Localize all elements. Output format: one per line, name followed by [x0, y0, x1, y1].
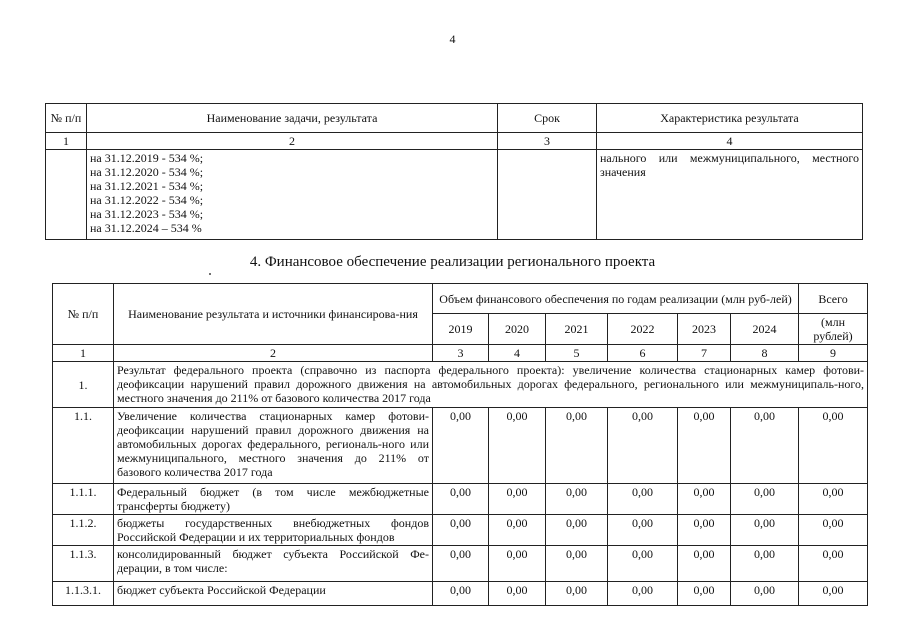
- value-total: 0,00: [799, 515, 868, 546]
- row-number: 1.1.2.: [53, 515, 114, 546]
- header-task-name: Наименование задачи, результата: [87, 104, 498, 133]
- section-title: 4. Финансовое обеспечение реализации регионального проекта: [249, 254, 656, 270]
- col-number: 3: [433, 345, 489, 362]
- col-number: 4: [489, 345, 546, 362]
- header-year: 2022: [608, 314, 678, 345]
- table-row: [53, 546, 868, 582]
- header-year: 2019: [433, 314, 489, 345]
- table-row: [53, 408, 868, 484]
- col-number: 5: [546, 345, 608, 362]
- header-year: 2020: [489, 314, 546, 345]
- value-2020: 0,00: [489, 546, 546, 582]
- target-line: на 31.12.2023 - 534 %;: [90, 207, 204, 221]
- value-2024: 0,00: [731, 484, 799, 515]
- financing-table: [52, 283, 868, 606]
- header-total-unit: (млн рублей): [799, 314, 868, 345]
- value-2022: 0,00: [608, 484, 678, 515]
- col-number: 1: [46, 133, 87, 150]
- target-line: на 31.12.2021 - 534 %;: [90, 179, 204, 193]
- page-number: 4: [449, 32, 456, 46]
- row-task-name: [87, 150, 498, 240]
- header-number: № п/п: [46, 104, 87, 133]
- target-line: на 31.12.2020 - 534 %;: [90, 165, 204, 179]
- col-number: 1: [53, 345, 114, 362]
- value-2021: 0,00: [546, 582, 608, 606]
- value-2021: 0,00: [546, 408, 608, 484]
- target-line: на 31.12.2019 - 534 %;: [90, 151, 204, 165]
- col-number: 3: [498, 133, 597, 150]
- value-total: 0,00: [799, 408, 868, 484]
- value-2023: 0,00: [678, 408, 731, 484]
- value-2022: 0,00: [608, 408, 678, 484]
- column-number-row: [53, 345, 868, 362]
- target-line: на 31.12.2024 – 534 %: [90, 221, 202, 235]
- results-table: [45, 103, 863, 240]
- value-2024: 0,00: [731, 515, 799, 546]
- table-row: [53, 582, 868, 606]
- result-number: 1.: [53, 362, 114, 408]
- table-header-row: [53, 284, 868, 314]
- value-2019: 0,00: [433, 484, 489, 515]
- value-2020: 0,00: [489, 582, 546, 606]
- value-2019: 0,00: [433, 408, 489, 484]
- value-2022: 0,00: [608, 546, 678, 582]
- value-2022: 0,00: [608, 582, 678, 606]
- value-2019: 0,00: [433, 582, 489, 606]
- value-2019: 0,00: [433, 515, 489, 546]
- scan-dot: [209, 273, 211, 275]
- header-term: Срок: [498, 104, 597, 133]
- row-characteristic: нального или межмуниципального, местного значения: [597, 150, 863, 240]
- value-total: 0,00: [799, 546, 868, 582]
- column-number-row: [46, 133, 863, 150]
- col-number: 4: [597, 133, 863, 150]
- col-number: 7: [678, 345, 731, 362]
- value-2024: 0,00: [731, 582, 799, 606]
- row-term: [498, 150, 597, 240]
- value-2022: 0,00: [608, 515, 678, 546]
- value-total: 0,00: [799, 484, 868, 515]
- header-total: Всего: [799, 284, 868, 314]
- value-2024: 0,00: [731, 408, 799, 484]
- result-text: Результат федерального проекта (справочно из паспорта федерального проекта): увеличение количества стационарных камер фотови-деофиксации нарушений правил дорожного движения на автомобильных дорогах федерального, регионального или межмуниципаль-ного, местного значения до 211% от базового количества 2017 года: [114, 362, 868, 408]
- value-2023: 0,00: [678, 582, 731, 606]
- header-year: 2023: [678, 314, 731, 345]
- header-number: № п/п: [53, 284, 114, 345]
- header-financing-volume: Объем финансового обеспечения по годам реализации (млн руб-лей): [433, 284, 799, 314]
- col-number: 6: [608, 345, 678, 362]
- row-name: бюджет субъекта Российской Федерации: [114, 582, 433, 606]
- row-name: бюджеты государственных внебюджетных фондов Российской Федерации и их территориальных фондов: [114, 515, 433, 546]
- table-row: [46, 150, 863, 240]
- table-header-row: [46, 104, 863, 133]
- value-2024: 0,00: [731, 546, 799, 582]
- header-result-name: Наименование результата и источники финансирова-ния: [114, 284, 433, 345]
- value-2020: 0,00: [489, 408, 546, 484]
- row-number: 1.1.1.: [53, 484, 114, 515]
- row-name: консолидированный бюджет субъекта Российской Фе-дерации, в том числе:: [114, 546, 433, 582]
- value-2023: 0,00: [678, 515, 731, 546]
- value-2021: 0,00: [546, 515, 608, 546]
- header-characteristic: Характеристика результата: [597, 104, 863, 133]
- col-number: 2: [114, 345, 433, 362]
- value-2019: 0,00: [433, 546, 489, 582]
- value-2021: 0,00: [546, 484, 608, 515]
- value-2020: 0,00: [489, 515, 546, 546]
- result-row: [53, 362, 868, 408]
- table-row: [53, 484, 868, 515]
- row-number: 1.1.3.: [53, 546, 114, 582]
- target-line: на 31.12.2022 - 534 %;: [90, 193, 204, 207]
- header-year: 2024: [731, 314, 799, 345]
- header-year: 2021: [546, 314, 608, 345]
- value-2023: 0,00: [678, 484, 731, 515]
- value-total: 0,00: [799, 582, 868, 606]
- row-number: 1.1.3.1.: [53, 582, 114, 606]
- value-2020: 0,00: [489, 484, 546, 515]
- row-name: Федеральный бюджет (в том числе межбюджетные трансферты бюджету): [114, 484, 433, 515]
- row-number: [46, 150, 87, 240]
- row-name: Увеличение количества стационарных камер фотови-деофиксации нарушений правил дорожного движения на автомобильных дорогах федерального, региональ-ного или межмуниципального, местного значения до 211% от базового количества 2017 года: [114, 408, 433, 484]
- col-number: 8: [731, 345, 799, 362]
- value-2021: 0,00: [546, 546, 608, 582]
- row-number: 1.1.: [53, 408, 114, 484]
- col-number: 9: [799, 345, 868, 362]
- table-row: [53, 515, 868, 546]
- value-2023: 0,00: [678, 546, 731, 582]
- col-number: 2: [87, 133, 498, 150]
